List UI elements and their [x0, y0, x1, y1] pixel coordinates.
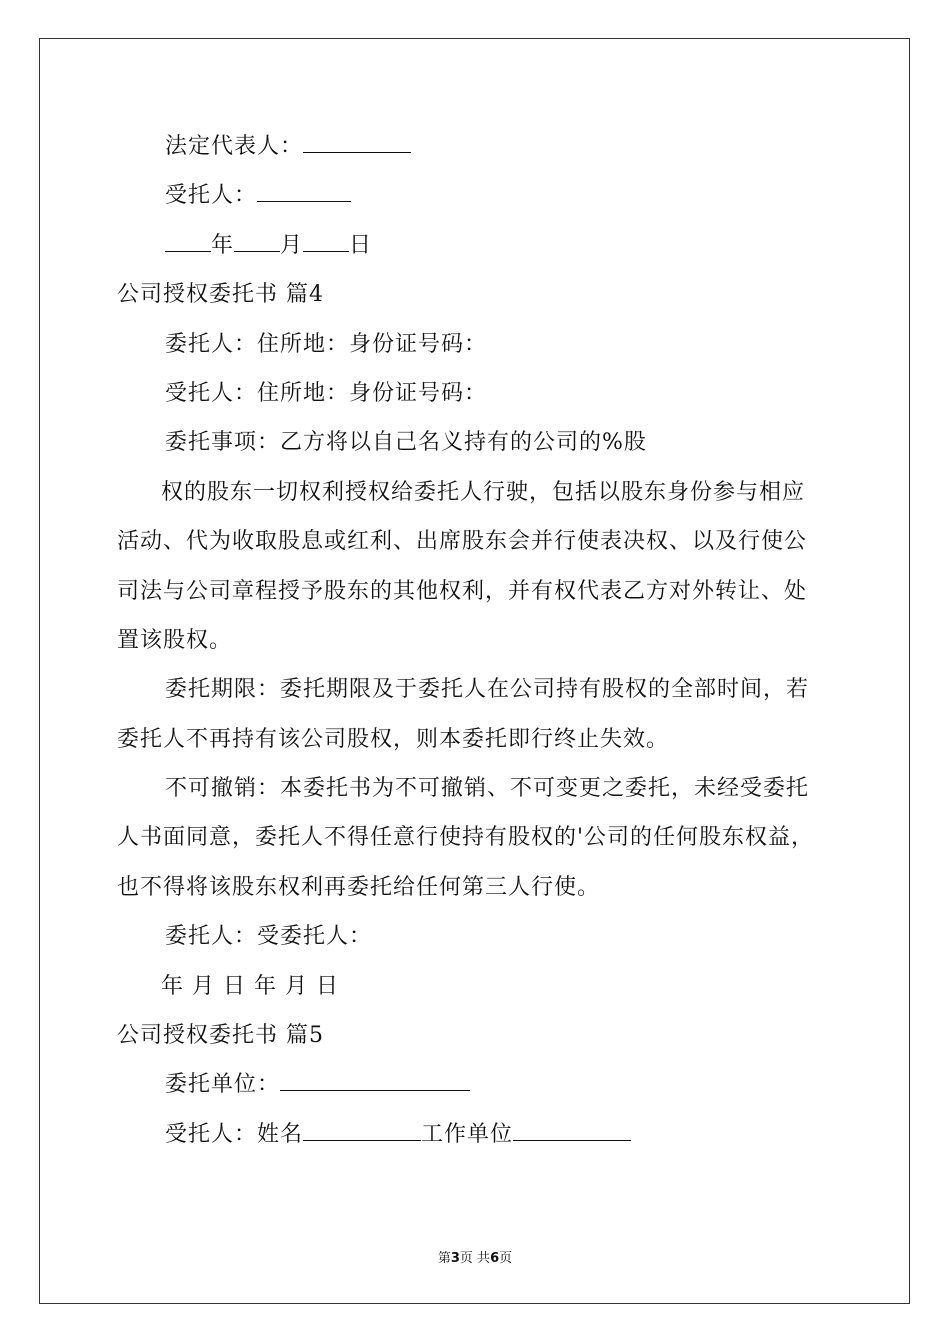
- irrevocable-line: 不可撤销：本委托书为不可撤销、不可变更之委托，未经受委托: [165, 776, 810, 802]
- day-blank: [303, 231, 349, 252]
- month-blank: [234, 231, 280, 252]
- entrusting-unit-line: [117, 1060, 857, 1109]
- entrusted-matters-cont-1: 权的股东一切权利授权给委托人行驶，包括以股东身份参与相应: [161, 479, 806, 505]
- day-label: 日: [349, 232, 373, 258]
- entrusting-unit-label: 委托单位：: [165, 1072, 281, 1098]
- irrevocable-cont-2: 也不得将该股东权利再委托给任何第三人行使。: [117, 874, 601, 900]
- footer-total-pages: 6: [490, 1251, 500, 1266]
- entrusted-matters-cont-3: 司法与公司章程授予股东的其他权利，并有权代表乙方对外转让、处: [117, 578, 808, 604]
- footer-middle: 页 共: [459, 1251, 491, 1266]
- date-line: [117, 221, 857, 270]
- legal-rep-line: [117, 122, 857, 171]
- entrusted-matters-cont-2: 活动、代为收取股息或红利、出席股东会并行使表决权、以及行使公: [117, 529, 808, 555]
- trustee-name-label: 受托人：姓名: [165, 1121, 304, 1147]
- trustee-name-blank: [303, 1120, 421, 1141]
- trustee-line: [117, 171, 857, 220]
- trustee-name-line: [117, 1110, 857, 1159]
- section-heading-4: 公司授权委托书 篇4: [117, 282, 324, 308]
- entrusted-matters-cont-4: 置该股权。: [117, 627, 233, 653]
- work-unit-label: 工作单位: [421, 1121, 514, 1147]
- footer-prefix: 第: [437, 1251, 451, 1266]
- page-footer: [0, 1247, 950, 1266]
- trustee-info-line: 受托人：住所地：身份证号码：: [165, 380, 488, 406]
- trustee-blank: [257, 181, 351, 202]
- year-label: 年: [211, 232, 235, 258]
- signature-line: 委托人：受委托人：: [165, 924, 373, 950]
- footer-suffix: 页: [499, 1251, 513, 1266]
- work-unit-blank: [513, 1120, 631, 1141]
- trustee-label: 受托人：: [165, 183, 258, 209]
- irrevocable-cont-1: 人书面同意，委托人不得任意行使持有股权的'公司的任何股东权益，: [117, 825, 815, 851]
- document-body: [117, 122, 857, 1159]
- term-cont: 委托人不再持有该公司股权，则本委托即行终止失效。: [117, 726, 670, 752]
- term-line: 委托期限：委托期限及于委托人在公司持有股权的全部时间，若: [165, 677, 810, 703]
- legal-rep-label: 法定代表人：: [165, 134, 304, 159]
- principal-info-line: 委托人：住所地：身份证号码：: [165, 331, 488, 357]
- entrusted-matters-line: 委托事项：乙方将以自己名义持有的公司的%股: [165, 430, 647, 456]
- entrusting-unit-blank: [280, 1070, 470, 1091]
- section-heading-5: 公司授权委托书 篇5: [117, 1023, 324, 1049]
- signature-date-line: 年 月 日 年 月 日: [161, 973, 339, 999]
- legal-rep-blank: [303, 132, 411, 153]
- year-blank: [165, 231, 211, 252]
- month-label: 月: [280, 232, 304, 258]
- footer-page-number: 3: [450, 1251, 460, 1266]
